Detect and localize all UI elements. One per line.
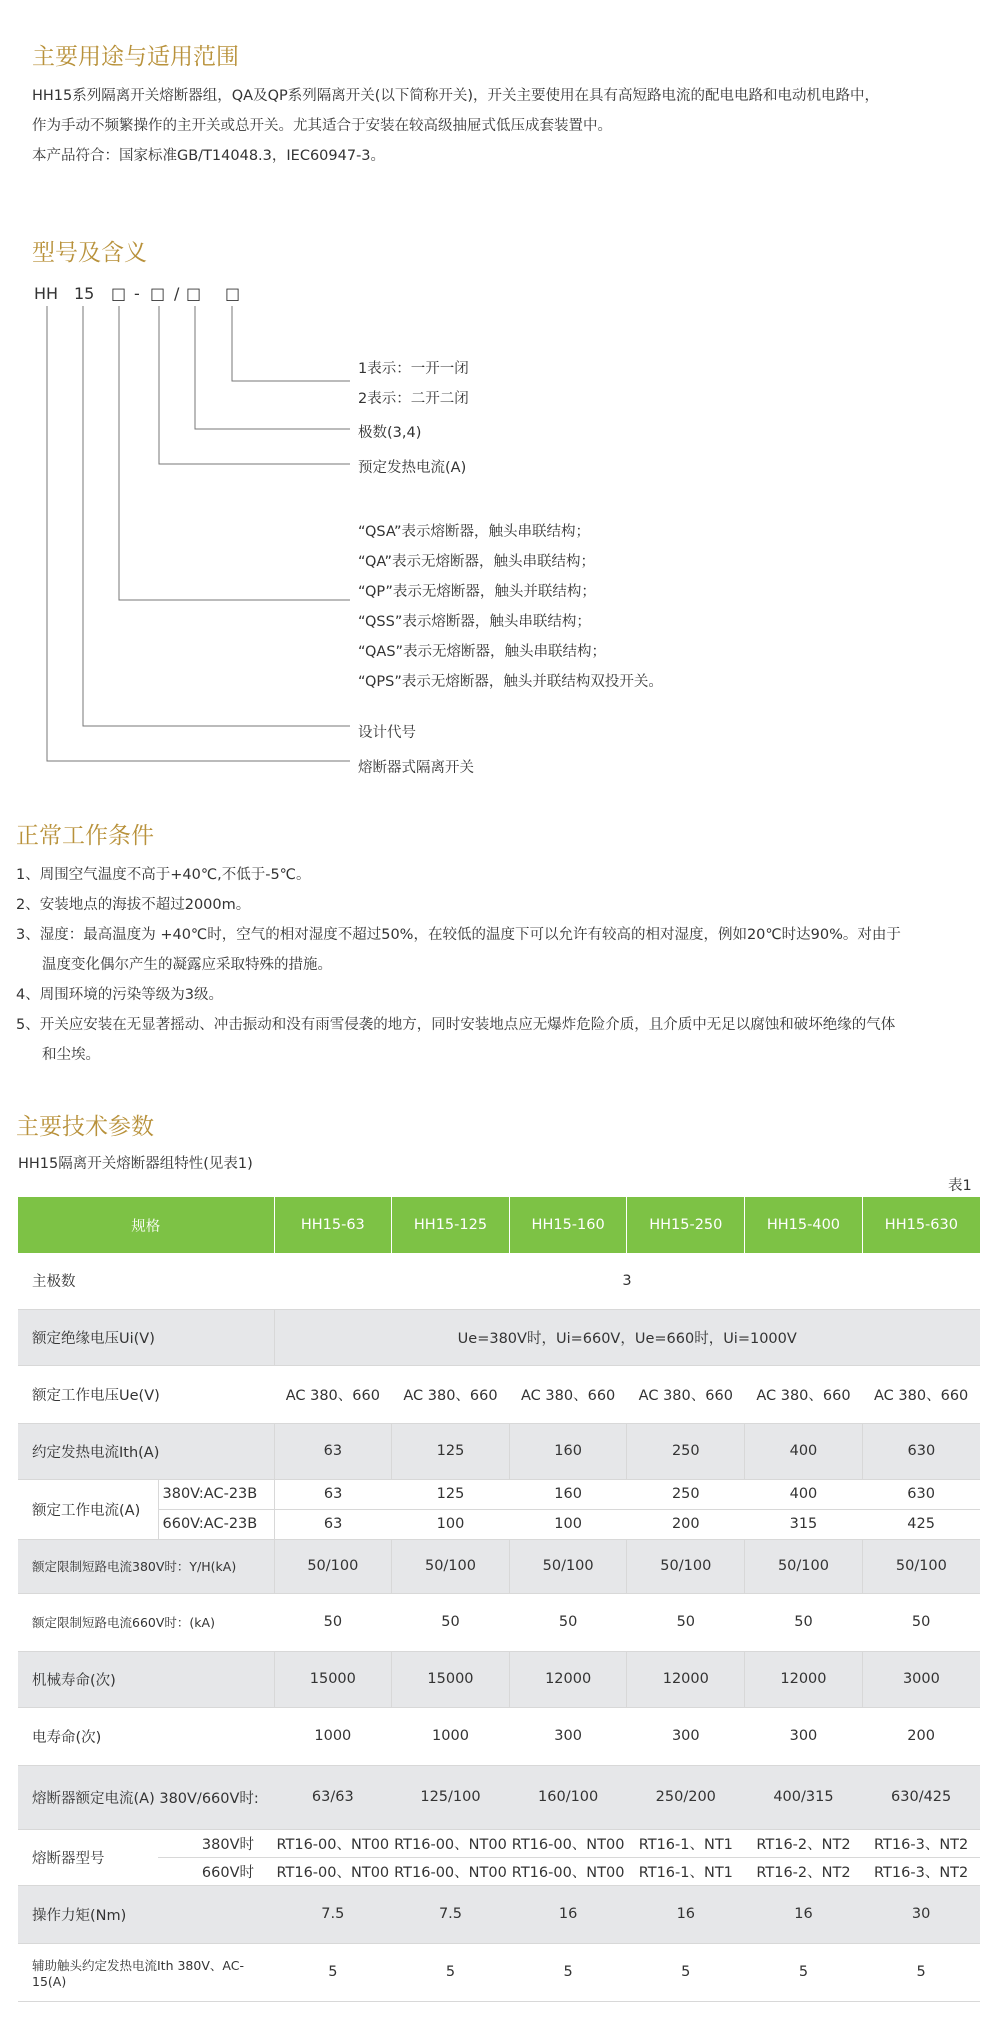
cell: RT16-00、NT00 xyxy=(392,1857,510,1885)
code-dash: - xyxy=(134,284,140,303)
cell: 50 xyxy=(745,1593,863,1651)
label-design-code: 设计代号 xyxy=(358,725,416,741)
spec-table xyxy=(18,1197,980,2002)
cell: 50/100 xyxy=(862,1539,980,1593)
header-col: HH15-630 xyxy=(862,1197,980,1253)
cell: 160 xyxy=(509,1423,627,1479)
table-row xyxy=(18,1593,980,1651)
label-poles: 极数(3,4) xyxy=(358,425,422,441)
label-1-switch: 1表示：一开一闭 xyxy=(358,361,469,377)
row-label: 额定限制短路电流380V时：Y/H(kA) xyxy=(18,1539,274,1593)
cell: 5 xyxy=(509,1943,627,2001)
table-row xyxy=(18,1253,980,1309)
code-num: 15 xyxy=(74,284,95,303)
cell: RT16-3、NT2 xyxy=(862,1857,980,1885)
cell: 160 xyxy=(509,1479,627,1509)
cell: 400 xyxy=(745,1479,863,1509)
cell: 15000 xyxy=(392,1651,510,1707)
cell: 63 xyxy=(274,1479,392,1509)
cell: 5 xyxy=(392,1943,510,2001)
cell: RT16-00、NT00 xyxy=(274,1829,392,1857)
condition-line-5b: 和尘埃。 xyxy=(42,1047,100,1063)
cell: 250 xyxy=(627,1423,745,1479)
row-label: 主极数 xyxy=(18,1253,274,1309)
row-sublabel: 660V:AC-23B xyxy=(158,1509,274,1539)
cell: 1000 xyxy=(392,1707,510,1765)
cell: 400 xyxy=(745,1423,863,1479)
cell: 16 xyxy=(745,1885,863,1943)
label-qp: “QP”表示无熔断器，触头并联结构； xyxy=(358,584,596,600)
condition-line-3b: 温度变化偶尔产生的凝露应采取特殊的措施。 xyxy=(42,957,332,973)
section-title-purpose: 主要用途与适用范围 xyxy=(32,44,239,70)
row-label: 额定工作电流(A) xyxy=(18,1479,158,1539)
cell: 300 xyxy=(509,1707,627,1765)
row-label: 电寿命(次) xyxy=(18,1707,274,1765)
table-row xyxy=(18,1765,980,1829)
model-diagram-lines xyxy=(0,0,1008,780)
table-row xyxy=(18,1707,980,1765)
condition-line-2: 2、安装地点的海拔不超过2000m。 xyxy=(16,897,251,913)
code-box-1: □ xyxy=(111,284,127,303)
cell: 3 xyxy=(274,1253,980,1309)
purpose-line-1: HH15系列隔离开关熔断器组，QA及QP系列隔离开关(以下简称开关)，开关主要使用在具有高短路电流的配电电路和电动机电路中， xyxy=(32,88,880,104)
table-row xyxy=(18,1423,980,1479)
cell: 50 xyxy=(274,1593,392,1651)
table-row xyxy=(18,1479,980,1509)
cell: RT16-2、NT2 xyxy=(745,1829,863,1857)
cell: AC 380、660 xyxy=(862,1365,980,1423)
cell: 50/100 xyxy=(627,1539,745,1593)
cell: 50/100 xyxy=(509,1539,627,1593)
params-subtitle: HH15隔离开关熔断器组特性(见表1) xyxy=(18,1156,253,1172)
table-row xyxy=(18,1943,980,2001)
purpose-line-2: 作为手动不频繁操作的主开关或总开关。尤其适合于安装在较高级抽屉式低压成套装置中。 xyxy=(32,118,612,134)
code-hh: HH xyxy=(34,284,59,303)
condition-line-3: 3、湿度：最高温度为 +40℃时，空气的相对湿度不超过50%，在较低的温度下可以允许有较高的相对湿度，例如20℃时达90%。对由于 xyxy=(16,927,901,943)
cell: 250 xyxy=(627,1479,745,1509)
cell: 315 xyxy=(745,1509,863,1539)
table-row xyxy=(18,1539,980,1593)
cell: 63 xyxy=(274,1509,392,1539)
label-qps: “QPS”表示无熔断器，触头并联结构双投开关。 xyxy=(358,674,663,690)
label-qsa: “QSA”表示熔断器，触头串联结构； xyxy=(358,524,591,540)
cell: RT16-00、NT00 xyxy=(509,1857,627,1885)
row-sublabel: 380V:AC-23B xyxy=(158,1479,274,1509)
table-row xyxy=(18,1857,980,1885)
cell: 100 xyxy=(392,1509,510,1539)
cell: AC 380、660 xyxy=(274,1365,392,1423)
header-spec: 规格 xyxy=(18,1197,274,1253)
cell: 630/425 xyxy=(862,1765,980,1829)
condition-line-1: 1、周围空气温度不高于+40℃,不低于-5℃。 xyxy=(16,867,311,883)
cell: 300 xyxy=(627,1707,745,1765)
cell: 63 xyxy=(274,1423,392,1479)
cell: RT16-00、NT00 xyxy=(509,1829,627,1857)
row-label: 额定绝缘电压Ui(V) xyxy=(18,1309,274,1365)
code-slash: / xyxy=(174,284,180,303)
cell: RT16-00、NT00 xyxy=(392,1829,510,1857)
cell: 12000 xyxy=(627,1651,745,1707)
row-label: 辅助触头约定发热电流Ith 380V、AC-15(A) xyxy=(18,1943,274,2001)
cell: 15000 xyxy=(274,1651,392,1707)
cell: RT16-3、NT2 xyxy=(862,1829,980,1857)
code-box-3: □ xyxy=(186,284,202,303)
header-col: HH15-250 xyxy=(627,1197,745,1253)
cell: 100 xyxy=(509,1509,627,1539)
cell: RT16-00、NT00 xyxy=(274,1857,392,1885)
cell: Ue=380V时，Ui=660V，Ue=660时，Ui=1000V xyxy=(274,1309,980,1365)
header-col: HH15-160 xyxy=(509,1197,627,1253)
table-row xyxy=(18,1829,980,1857)
table-row xyxy=(18,1309,980,1365)
row-sublabel: 660V时 xyxy=(158,1857,274,1885)
cell: 12000 xyxy=(509,1651,627,1707)
section-title-params: 主要技术参数 xyxy=(16,1114,154,1140)
cell: 50 xyxy=(862,1593,980,1651)
table-row xyxy=(18,1651,980,1707)
row-label: 机械寿命(次) xyxy=(18,1651,274,1707)
cell: 200 xyxy=(862,1707,980,1765)
cell: 5 xyxy=(862,1943,980,2001)
cell: 3000 xyxy=(862,1651,980,1707)
cell: 5 xyxy=(745,1943,863,2001)
cell: AC 380、660 xyxy=(627,1365,745,1423)
row-label: 熔断器型号 xyxy=(18,1829,158,1885)
cell: 16 xyxy=(627,1885,745,1943)
cell: RT16-1、NT1 xyxy=(627,1857,745,1885)
cell: 160/100 xyxy=(509,1765,627,1829)
cell: RT16-2、NT2 xyxy=(745,1857,863,1885)
cell: 1000 xyxy=(274,1707,392,1765)
table-row xyxy=(18,1365,980,1423)
section-title-conditions: 正常工作条件 xyxy=(16,823,154,849)
cell: 425 xyxy=(862,1509,980,1539)
cell: 250/200 xyxy=(627,1765,745,1829)
cell: 400/315 xyxy=(745,1765,863,1829)
cell: 5 xyxy=(274,1943,392,2001)
cell: 630 xyxy=(862,1479,980,1509)
cell: 50/100 xyxy=(745,1539,863,1593)
row-label: 熔断器额定电流(A) 380V/660V时: xyxy=(18,1765,274,1829)
header-col: HH15-125 xyxy=(392,1197,510,1253)
table-row xyxy=(18,1509,980,1539)
cell: 125 xyxy=(392,1479,510,1509)
label-fuse-switch: 熔断器式隔离开关 xyxy=(358,760,474,776)
code-box-2: □ xyxy=(150,284,166,303)
cell: 125 xyxy=(392,1423,510,1479)
cell: 125/100 xyxy=(392,1765,510,1829)
cell: 50 xyxy=(509,1593,627,1651)
cell: 300 xyxy=(745,1707,863,1765)
cell: AC 380、660 xyxy=(392,1365,510,1423)
cell: 50/100 xyxy=(274,1539,392,1593)
label-2-switch: 2表示：二开二闭 xyxy=(358,391,469,407)
cell: RT16-1、NT1 xyxy=(627,1829,745,1857)
table-row xyxy=(18,1885,980,1943)
cell: 50 xyxy=(627,1593,745,1651)
cell: 7.5 xyxy=(392,1885,510,1943)
table-header-row xyxy=(18,1197,980,1253)
cell: 200 xyxy=(627,1509,745,1539)
label-qss: “QSS”表示熔断器，触头串联结构； xyxy=(358,614,591,630)
code-box-4: □ xyxy=(225,284,241,303)
row-sublabel: 380V时 xyxy=(158,1829,274,1857)
table-label: 表1 xyxy=(948,1178,972,1194)
condition-line-4: 4、周围环境的污染等级为3级。 xyxy=(16,987,223,1003)
cell: 63/63 xyxy=(274,1765,392,1829)
cell: 12000 xyxy=(745,1651,863,1707)
cell: 7.5 xyxy=(274,1885,392,1943)
cell: 630 xyxy=(862,1423,980,1479)
cell: 50/100 xyxy=(392,1539,510,1593)
label-qas: “QAS”表示无熔断器，触头串联结构； xyxy=(358,644,607,660)
header-col: HH15-400 xyxy=(745,1197,863,1253)
cell: 16 xyxy=(509,1885,627,1943)
row-label: 额定工作电压Ue(V) xyxy=(18,1365,274,1423)
label-qa: “QA”表示无熔断器，触头串联结构； xyxy=(358,554,596,570)
row-label: 额定限制短路电流660V时：(kA) xyxy=(18,1593,274,1651)
section-title-model: 型号及含义 xyxy=(32,240,147,266)
purpose-line-3: 本产品符合：国家标准GB/T14048.3，IEC60947-3。 xyxy=(32,148,386,164)
condition-line-5: 5、开关应安装在无显著摇动、冲击振动和没有雨雪侵袭的地方，同时安装地点应无爆炸危险介质，且介质中无足以腐蚀和破坏绝缘的气体 xyxy=(16,1017,896,1033)
cell: 30 xyxy=(862,1885,980,1943)
cell: 50 xyxy=(392,1593,510,1651)
row-label: 约定发热电流Ith(A) xyxy=(18,1423,274,1479)
label-thermal: 预定发热电流(A) xyxy=(358,460,467,476)
header-col: HH15-63 xyxy=(274,1197,392,1253)
row-label: 操作力矩(Nm) xyxy=(18,1885,274,1943)
cell: 5 xyxy=(627,1943,745,2001)
cell: AC 380、660 xyxy=(745,1365,863,1423)
cell: AC 380、660 xyxy=(509,1365,627,1423)
